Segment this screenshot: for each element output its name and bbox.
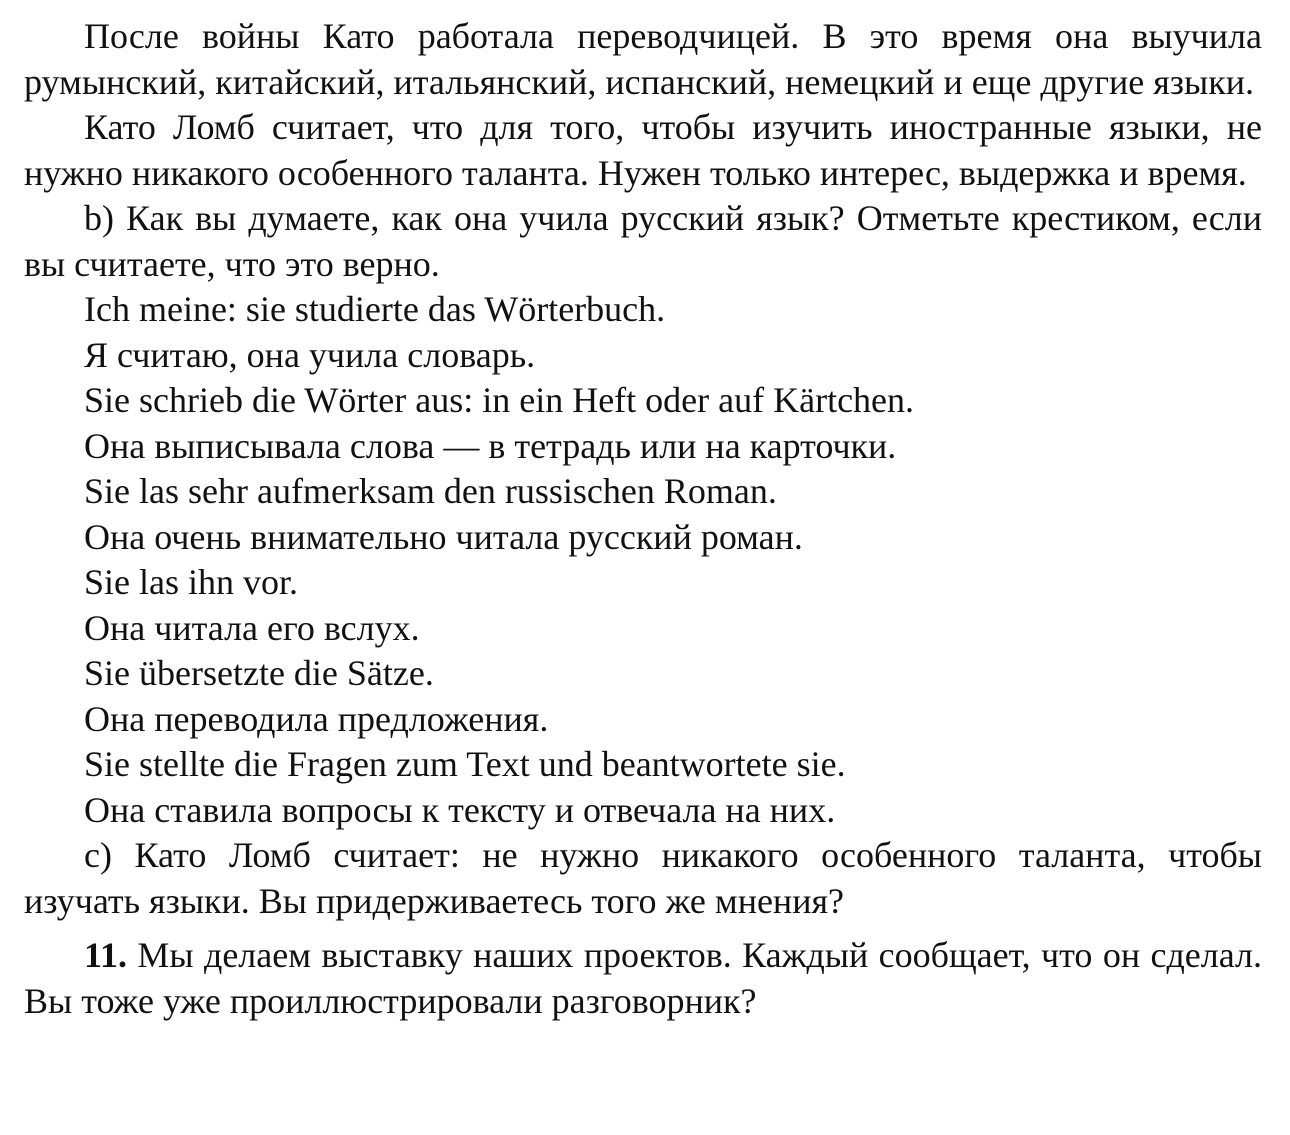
task-b: b) Как вы думаете, как она учила русский язык? Отметьте крестиком, если вы считаете, что это верно. xyxy=(24,198,1262,284)
statement-line: Sie übersetzte die Sätze. xyxy=(84,653,434,693)
statement-line: Sie las sehr aufmerksam den russischen Roman. xyxy=(84,471,777,511)
statement-line: Она читала его вслух. xyxy=(84,607,420,648)
exercise-text: Мы делаем выставку наших проектов. Каждый сообщает, что он сделал. Вы тоже уже проиллюстрировали разговорник? xyxy=(24,935,1262,1021)
paragraph-after-war: После войны Като работала переводчицей. В это время она выучила румынский, китайский, итальянский, испанский, немецкий и еще другие языки. xyxy=(24,16,1262,102)
task-c: с) Като Ломб считает: не нужно никакого особенного таланта, чтобы изучать языки. Вы придерживаетесь того же мнения? xyxy=(24,835,1262,921)
statement-line: Sie stellte die Fragen zum Text und beantwortete sie. xyxy=(84,744,846,784)
statement-line: Она переводила предложения. xyxy=(84,698,549,739)
statement-line: Sie las ihn vor. xyxy=(84,562,298,602)
statement-line: Она выписывала слова — в тетрадь или на карточки. xyxy=(84,425,897,466)
paragraph-talent: Като Ломб считает, что для того, чтобы изучить иностранные языки, не нужно никакого особенного таланта. Нужен только интерес, выдержка и время. xyxy=(24,107,1262,193)
exercise-number: 11. xyxy=(84,935,128,975)
statement-line: Я считаю, она учила словарь. xyxy=(84,334,536,375)
page-text xyxy=(24,14,1262,1024)
statement-line: Она очень внимательно читала русский роман. xyxy=(84,516,803,557)
statement-line: Она ставила вопросы к тексту и отвечала на них. xyxy=(84,789,836,830)
statement-line: Ich meine: sie studierte das Wörterbuch. xyxy=(84,289,666,329)
exercise-11 xyxy=(24,933,1262,1024)
statement-line: Sie schrieb die Wörter aus: in ein Heft oder auf Kärtchen. xyxy=(84,380,915,420)
